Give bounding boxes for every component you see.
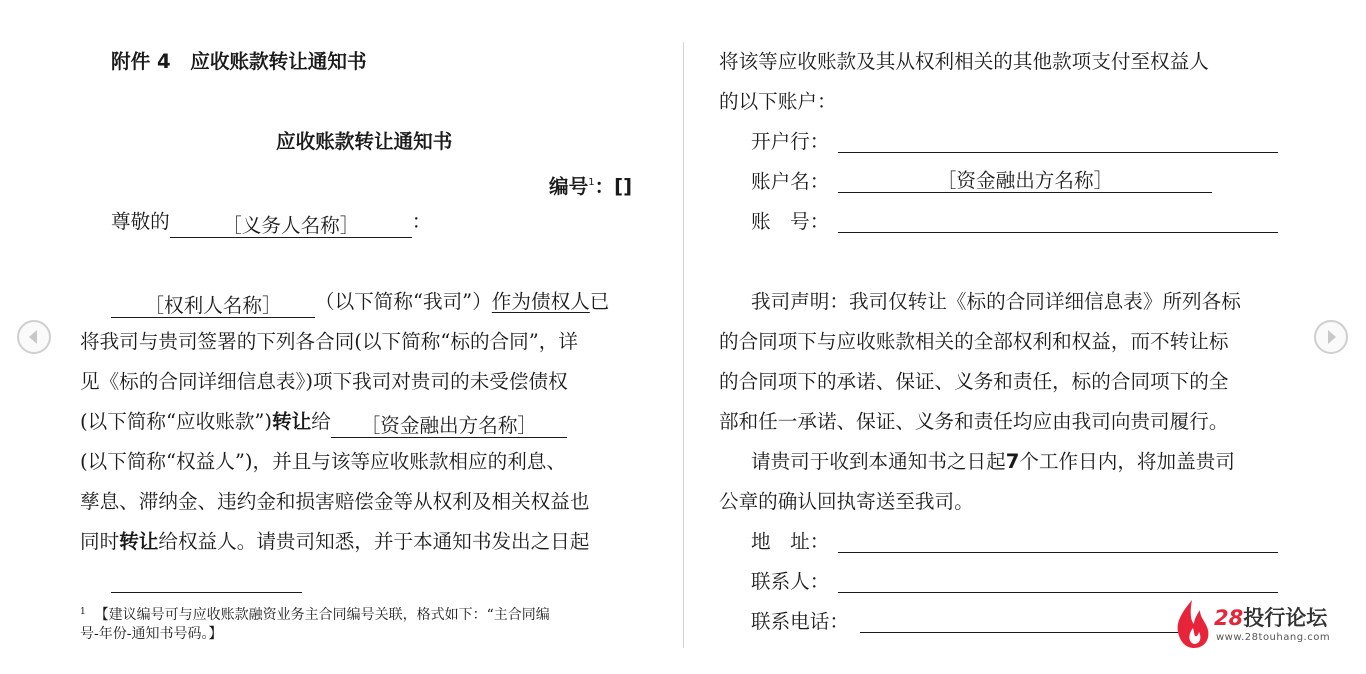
salutation-suffix: ： bbox=[411, 210, 432, 233]
attachment-heading: 附件 4 应收账款转让通知书 bbox=[111, 50, 367, 73]
contact-field[interactable] bbox=[838, 570, 1278, 593]
request-line-2: 公章的确认回执寄送至我司。 bbox=[719, 490, 974, 513]
obligor-name-field[interactable]: ［义务人名称］ bbox=[170, 215, 412, 238]
body-line-4: (以下简称“应收账款”)转让给 ［资金融出方名称］ bbox=[80, 410, 567, 438]
next-page-button[interactable] bbox=[1314, 320, 1348, 354]
footnote-line-2: 号-年份-通知书号码。】 bbox=[80, 626, 223, 642]
chevron-right-icon bbox=[1316, 322, 1346, 352]
salutation bbox=[111, 210, 431, 238]
account-name-field[interactable]: ［资金融出方名称］ bbox=[838, 170, 1212, 193]
chevron-left-icon bbox=[19, 322, 49, 352]
body-line-3: 见《标的合同详细信息表》)项下我司对贵司的未受偿债权 bbox=[80, 370, 568, 393]
declaration-line-3: 的合同项下的承诺、保证、义务和责任，标的合同项下的全 bbox=[719, 370, 1229, 393]
body-line-2: 将我司与贵司签署的下列各合同(以下简称“标的合同”，详 bbox=[80, 330, 578, 353]
address-label: 地 址： bbox=[751, 530, 830, 553]
body-line-7: 同时转让给权益人。请贵司知悉，并于本通知书发出之日起 bbox=[80, 530, 590, 553]
salutation-prefix: 尊敬的 bbox=[111, 210, 170, 233]
flame-logo-icon bbox=[1172, 598, 1212, 650]
footnote-ref: 1 bbox=[588, 177, 595, 188]
declaration-line-4: 部和任一承诺、保证、义务和责任均应由我司向贵司履行。 bbox=[719, 410, 1229, 433]
footnote-separator bbox=[111, 592, 302, 593]
bold-text: 转让 bbox=[272, 410, 312, 433]
continued-line-2: 的以下账户： bbox=[719, 90, 837, 113]
address-field[interactable] bbox=[838, 530, 1278, 553]
watermark-title: 28投行论坛 bbox=[1214, 606, 1328, 630]
body-line-5: (以下简称“权益人”)，并且与该等应收账款相应的利息、 bbox=[80, 450, 566, 473]
footnote-number: 1 bbox=[80, 607, 86, 617]
days-number: 7 bbox=[1005, 450, 1020, 473]
document-title: 应收账款转让通知书 bbox=[276, 130, 453, 153]
bank-label: 开户行： bbox=[751, 130, 830, 153]
bank-field[interactable] bbox=[838, 130, 1278, 153]
underlined-text: 作为债权人 bbox=[491, 290, 590, 313]
body-line-6: 孳息、滞纳金、违约金和损害赔偿金等从权利及相关权益也 bbox=[80, 490, 590, 513]
document-number bbox=[549, 171, 632, 199]
body-line-1: ［权利人名称］ （以下简称“我司”）作为债权人已 bbox=[111, 290, 609, 318]
account-number-label: 账 号： bbox=[751, 210, 830, 233]
phone-field[interactable] bbox=[860, 610, 1178, 633]
footnote-line-1: $^1$ 【建议编号可与应收账款融资业务主合同编号关联，格式如下：“主合同编 bbox=[80, 607, 550, 623]
number-value: ：[] bbox=[594, 175, 633, 198]
phone-label: 联系电话： bbox=[751, 610, 849, 633]
contact-label: 联系人： bbox=[751, 570, 830, 593]
watermark-url: www.28touhang.com bbox=[1216, 632, 1331, 643]
account-name-label: 账户名： bbox=[751, 170, 830, 193]
number-label: 编号 bbox=[549, 175, 589, 198]
creditor-name-field[interactable]: ［权利人名称］ bbox=[111, 295, 315, 318]
account-number-field[interactable] bbox=[838, 210, 1278, 233]
site-watermark bbox=[1172, 598, 1342, 650]
prev-page-button[interactable] bbox=[17, 320, 51, 354]
bold-text: 转让 bbox=[119, 530, 159, 553]
request-line-1: 请贵司于收到本通知书之日起7个工作日内，将加盖贵司 bbox=[751, 450, 1235, 473]
financier-name-field[interactable]: ［资金融出方名称］ bbox=[331, 415, 567, 438]
continued-line-1: 将该等应收账款及其从权利相关的其他款项支付至权益人 bbox=[719, 50, 1209, 73]
declaration-line-1: 我司声明：我司仅转让《标的合同详细信息表》所列各标 bbox=[751, 290, 1241, 313]
declaration-line-2: 的合同项下与应收账款相关的全部权利和权益，而不转让标 bbox=[719, 330, 1229, 353]
